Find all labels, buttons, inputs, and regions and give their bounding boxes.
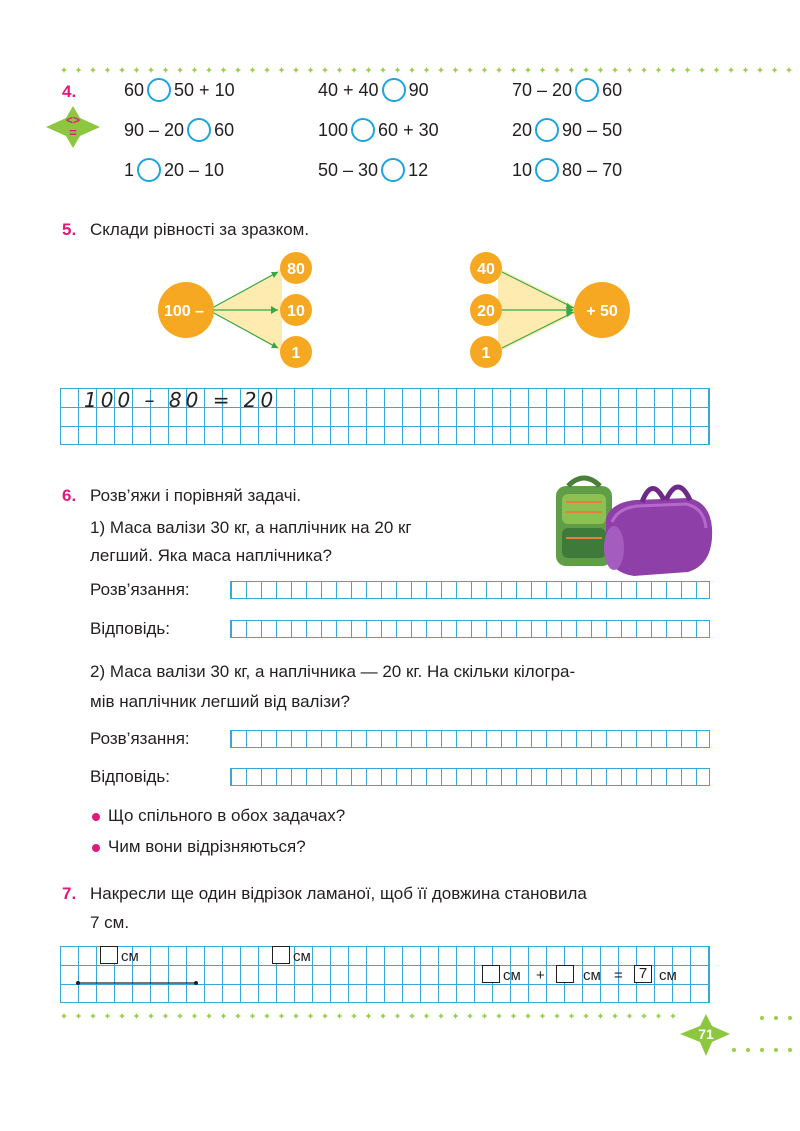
dot-icon (134, 67, 140, 73)
comparison-item (512, 158, 622, 182)
dot-icon (685, 67, 691, 73)
dot-icon (612, 67, 618, 73)
comparison-right: 90 (408, 79, 429, 100)
comparison-item (512, 118, 622, 142)
comparison-item (124, 78, 235, 102)
dot-icon (134, 1013, 140, 1019)
diagram-subtraction (150, 250, 330, 370)
dot-icon (511, 67, 517, 73)
comparison-right: 60 + 30 (378, 119, 439, 140)
question-2: Чим вони відрізняються? (108, 837, 306, 856)
sum-total-box: 7 (634, 965, 652, 983)
task-5-number: 5. (62, 220, 77, 239)
dot-icon (279, 67, 285, 73)
diagram-addition (468, 250, 638, 370)
diagram1-target: 1 (291, 345, 301, 362)
comparison-right: 20 – 10 (164, 159, 225, 180)
comparison-circle[interactable] (381, 158, 405, 182)
length-box-2[interactable] (272, 946, 290, 964)
comparison-circle[interactable] (137, 158, 161, 182)
dot-icon (235, 67, 241, 73)
comparison-left: 40 + 40 (318, 79, 379, 100)
comparison-left: 50 – 30 (318, 159, 379, 180)
svg-text:<>: <> (65, 113, 81, 127)
dot-icon (206, 1013, 212, 1019)
compare-signs-badge (44, 104, 102, 150)
sum-box-1[interactable] (482, 965, 500, 983)
dot-icon (177, 67, 183, 73)
comparison-left: 100 (318, 119, 349, 140)
comparison-left: 70 – 20 (512, 79, 573, 100)
sum-box-2[interactable] (556, 965, 574, 983)
comparison-left: 10 (512, 159, 533, 180)
dot-icon (409, 67, 415, 73)
dot-icon (554, 1013, 560, 1019)
comparison-circle[interactable] (147, 78, 171, 102)
dot-icon (496, 67, 502, 73)
solution-input-1[interactable] (230, 581, 710, 599)
dot-icon (612, 1013, 618, 1019)
backpack-and-bag-illustration (548, 472, 718, 580)
comparison-circle[interactable] (187, 118, 211, 142)
dot-icon (540, 67, 546, 73)
dot-icon (105, 1013, 111, 1019)
dot-icon (250, 1013, 256, 1019)
answer-input-1[interactable] (230, 620, 710, 638)
dot-icon (395, 67, 401, 73)
comparison-circle[interactable] (382, 78, 406, 102)
comparison-right: 80 – 70 (562, 159, 623, 180)
diagram2-target: + 50 (586, 303, 618, 320)
dot-icon (496, 1013, 502, 1019)
dot-icon (337, 67, 343, 73)
dot-icon (453, 1013, 459, 1019)
dot-icon (221, 67, 227, 73)
decorative-dots-top (60, 64, 800, 76)
task-6-instruction: Розв’яжи і порівняй задачі. (90, 486, 302, 505)
dot-icon (119, 67, 125, 73)
comparison-right: 90 – 50 (562, 119, 623, 140)
dot-icon (105, 67, 111, 73)
dot-icon (482, 67, 488, 73)
answer-label-2: Відповідь: (90, 767, 171, 786)
comparison-left: 90 – 20 (124, 119, 185, 140)
dot-icon (177, 1013, 183, 1019)
dot-icon (148, 1013, 154, 1019)
problem-1-line2: легший. Яка маса наплічника? (90, 546, 332, 565)
diagram2-source: 40 (477, 261, 495, 278)
dot-icon (206, 67, 212, 73)
dot-icon (511, 1013, 517, 1019)
task-7-instruction-line1: Накресли ще один відрізок ламаної, щоб її довжина становила (90, 884, 587, 903)
dot-icon (250, 67, 256, 73)
handwritten-example: 100 – 80 = 20 (84, 388, 278, 412)
dot-icon (525, 1013, 531, 1019)
dot-icon (757, 67, 763, 73)
comparison-circle[interactable] (535, 158, 559, 182)
bullet-icon (92, 844, 100, 852)
writing-grid-task7[interactable] (60, 946, 710, 1003)
dot-icon (438, 1013, 444, 1019)
dot-icon (409, 1013, 415, 1019)
dot-icon (728, 67, 734, 73)
dot-icon (583, 1013, 589, 1019)
comparison-circle[interactable] (351, 118, 375, 142)
dot-icon (424, 67, 430, 73)
dot-icon (569, 1013, 575, 1019)
comparison-right: 60 (214, 119, 235, 140)
dot-icon (525, 67, 531, 73)
dot-icon (641, 1013, 647, 1019)
dot-icon (540, 1013, 546, 1019)
comparison-left: 60 (124, 79, 145, 100)
dot-icon (627, 67, 633, 73)
diagram2-source: 1 (481, 345, 491, 362)
task-6-number: 6. (62, 486, 77, 505)
page-number: 71 (698, 1026, 714, 1042)
dot-icon (322, 67, 328, 73)
svg-text:=: = (69, 125, 77, 140)
comparison-item (318, 118, 439, 142)
dot-icon (641, 67, 647, 73)
task-7-instruction-line2: 7 см. (90, 913, 130, 932)
dot-icon (438, 67, 444, 73)
comparison-item (318, 158, 428, 182)
dot-icon (366, 1013, 372, 1019)
dot-icon (192, 1013, 198, 1019)
dot-icon (583, 67, 589, 73)
dot-icon (221, 1013, 227, 1019)
diagram1-target: 10 (287, 303, 305, 320)
comparison-circle[interactable] (575, 78, 599, 102)
problem-2-line2: мів наплічник легший від валізи? (90, 692, 350, 711)
length-box-1[interactable] (100, 946, 118, 964)
dot-icon (148, 67, 154, 73)
problem-1-line1: 1) Маса валізи 30 кг, а наплічник на 20 кг (90, 518, 412, 537)
dot-icon (351, 1013, 357, 1019)
dot-icon (90, 67, 96, 73)
dot-icon (90, 1013, 96, 1019)
comparison-circle[interactable] (535, 118, 559, 142)
dot-icon (627, 1013, 633, 1019)
dot-icon (293, 1013, 299, 1019)
equals-sign: = (614, 967, 623, 984)
dot-icon (264, 67, 270, 73)
dot-icon (380, 1013, 386, 1019)
dot-icon (308, 67, 314, 73)
dot-icon (163, 1013, 169, 1019)
dot-icon (482, 1013, 488, 1019)
diagram1-source: 100 – (163, 303, 205, 320)
answer-input-2[interactable] (230, 768, 710, 786)
dot-icon (163, 67, 169, 73)
solution-label-1: Розв’язання: (90, 580, 190, 599)
dot-icon (192, 67, 198, 73)
dot-icon (61, 1013, 67, 1019)
dot-icon (743, 67, 749, 73)
dot-icon (293, 67, 299, 73)
dot-icon (714, 67, 720, 73)
solution-input-2[interactable] (230, 730, 710, 748)
comparison-right: 60 (602, 79, 623, 100)
problem-2-line1: 2) Маса валізи 30 кг, а наплічника — 20 кг. На скільки кілогра- (90, 662, 576, 681)
dot-icon (699, 67, 705, 73)
decorative-dots-bottom (60, 1010, 700, 1022)
dot-icon (264, 1013, 270, 1019)
unit-label: см (583, 967, 601, 984)
dot-icon (308, 1013, 314, 1019)
dot-icon (467, 67, 473, 73)
unit-label: см (293, 948, 311, 965)
diagram1-target: 80 (287, 261, 305, 278)
bullet-icon (92, 813, 100, 821)
diagram2-source: 20 (477, 303, 495, 320)
dot-icon (76, 67, 82, 73)
dot-icon (322, 1013, 328, 1019)
dot-icon (395, 1013, 401, 1019)
dot-icon (656, 1013, 662, 1019)
page-number-badge (672, 1008, 796, 1064)
dot-icon (366, 67, 372, 73)
comparison-item (318, 78, 429, 102)
dot-icon (351, 67, 357, 73)
comparison-right: 50 + 10 (174, 79, 235, 100)
dot-icon (119, 1013, 125, 1019)
comparison-item (124, 118, 234, 142)
dot-icon (76, 1013, 82, 1019)
answer-label-1: Відповідь: (90, 619, 171, 638)
dot-icon (424, 1013, 430, 1019)
dot-icon (380, 67, 386, 73)
task-4-number: 4. (62, 82, 77, 101)
dot-icon (772, 67, 778, 73)
comparison-left: 1 (124, 159, 135, 180)
dot-icon (279, 1013, 285, 1019)
plus-sign: + (536, 967, 545, 984)
unit-label: см (121, 948, 139, 965)
comparison-item (124, 158, 224, 182)
question-1: Що спільного в обох задачах? (108, 806, 346, 825)
dot-icon (598, 1013, 604, 1019)
dot-icon (453, 67, 459, 73)
comparison-item (512, 78, 622, 102)
dot-icon (235, 1013, 241, 1019)
unit-label: см (503, 967, 521, 984)
unit-label: см (659, 967, 677, 984)
dot-icon (467, 1013, 473, 1019)
dot-icon (598, 67, 604, 73)
dot-icon (670, 67, 676, 73)
dot-icon (786, 67, 792, 73)
solution-label-2: Розв’язання: (90, 729, 190, 748)
dot-icon (656, 67, 662, 73)
comparison-right: 12 (408, 159, 429, 180)
task-5-instruction: Склади рівності за зразком. (90, 220, 310, 239)
dot-icon (569, 67, 575, 73)
comparison-left: 20 (512, 119, 533, 140)
dot-icon (554, 67, 560, 73)
task-7-number: 7. (62, 884, 77, 903)
dot-icon (61, 67, 67, 73)
polyline-segment (74, 978, 204, 988)
dot-icon (337, 1013, 343, 1019)
